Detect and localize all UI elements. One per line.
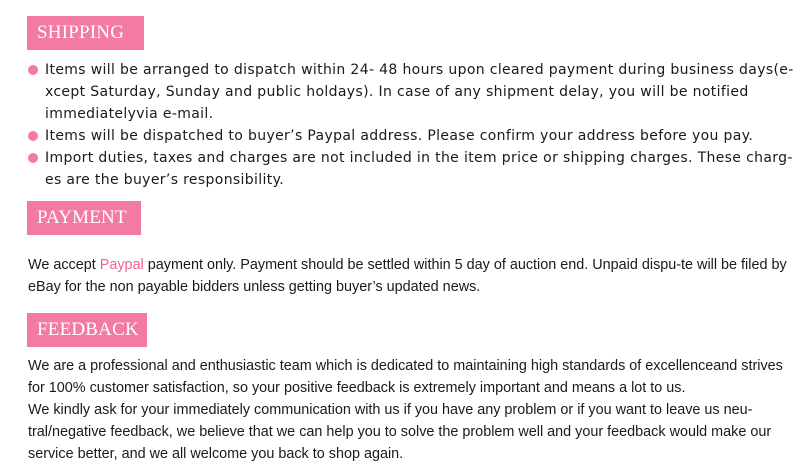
list-item-line: Items will be arranged to dispatch within 24- 48 hours upon cleared payment during business days(e- [45,62,794,78]
bullet-icon [28,131,38,141]
feedback-paragraph [28,399,788,465]
feedback-line: for 100% customer satisfaction, so your positive feedback is extremely important and means a lot to us. [28,380,686,396]
bullet-icon [28,65,38,75]
payment-line: eBay for the non payable bidders unless getting buyer’s updated news. [28,279,481,295]
list-item [28,147,793,191]
feedback-line: We kindly ask for your immediately communication with us if you have any problem or if you want to leave us neu- [28,402,753,418]
payment-text-before: We accept [28,257,100,273]
payment-text-after: payment only. Payment should be settled within 5 day of auction end. Unpaid dispu-te will be filed by [143,257,787,273]
feedback-line: service better, and we all welcome you back to shop again. [28,446,404,462]
paypal-highlight: Paypal [99,257,144,273]
payment-text [28,254,788,298]
list-item [28,59,794,125]
payment-heading: PAYMENT [27,201,141,235]
list-item [28,125,780,147]
feedback-line: We are a professional and enthusiastic team which is dedicated to maintaining high standards of excellenceand strives [28,358,783,374]
feedback-paragraph [28,355,788,399]
list-item-line: Import duties, taxes and charges are not included in the item price or shipping charges. These charg- [45,150,793,166]
payment-line [28,254,788,276]
shipping-list [28,59,794,191]
list-item-line: xcept Saturday, Sunday and public holdays). In case of any shipment delay, you will be notified [45,84,749,100]
list-item-line: immediatelyvia e-mail. [45,106,214,122]
feedback-line: tral/negative feedback, we believe that we can help you to solve the problem well and your feedback would make our [28,424,772,440]
list-item-line: Items will be dispatched to buyer’s Paypal address. Please confirm your address before you pay. [45,128,754,144]
list-item-line: es are the buyer’s responsibility. [45,172,285,188]
feedback-heading: FEEDBACK [27,313,147,347]
bullet-icon [28,153,38,163]
shipping-heading: SHIPPING [27,16,144,50]
